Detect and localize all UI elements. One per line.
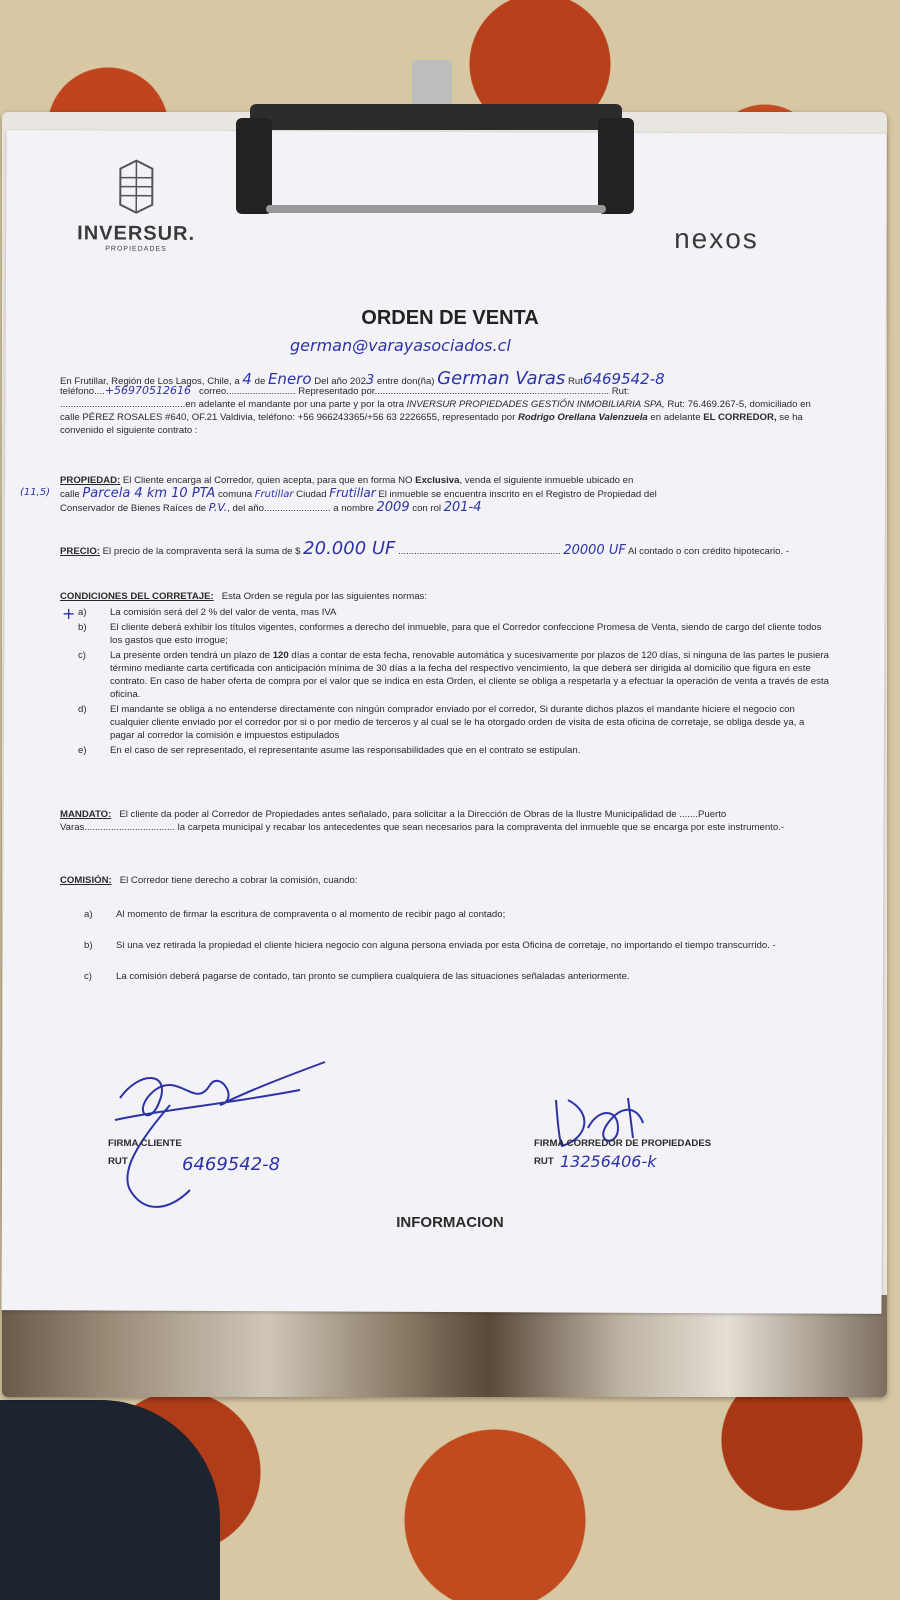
list-item: d) El mandante se obliga a no entenderse directamente con ningún comprador enviado por el corredor, Si durante dichos plazos el mandante hiciere el negocio con cualquier cliente enviado por el corredor por si o por medio de terceros y al cual se le ha otorgado orden de visita de esta oficina de corretaje, se obliga desde ya, a pagar al corredor la comisión e impuestos estipulados [78, 704, 805, 741]
footer-informacion: INFORMACION [396, 1214, 504, 1231]
list-item: b) El cliente deberá exhibir los títulos vigentes, conformes a derecho del inmueble, para que el Corredor confeccione Promesa de Venta, siendo de cargo del cliente todos los gastos que esto irrogue; [78, 622, 822, 646]
clip-top-bar [250, 104, 622, 130]
nexos-logo: nexos [674, 222, 759, 255]
handwritten-year-digit: 3 [365, 373, 375, 388]
corredor-rut-label: RUT [534, 1156, 554, 1167]
building-logo-icon [118, 159, 154, 215]
document-title: ORDEN DE VENTA [361, 307, 539, 329]
intro-line-3: ...............................................en adelante el mandante por una parte y por la otra INVERSUR PROPIEDADES GESTIÓN INMOBILIARIA SPA, Rut: 76.469.267-5, domiciliado en calle PÉREZ ROSALES #640, OF.21 Valdivia, teléfono: +56 966243365/+56 63 2226655, representado por Rodrigo Orellana Valenzuela en adelante EL CORREDOR, se ha convenido el siguiente contrato : [60, 399, 811, 436]
handwritten-precio: 20.000 UF [303, 538, 396, 559]
list-item: e) En el caso de ser representado, el representante asume las responsabilidades que en el contrato se estipulan. [78, 745, 581, 756]
background-dark-object [0, 1400, 220, 1600]
intro-line-2: teléfono....+56970512616 correo.......................... Representado por........................................................................................ Rut: [60, 384, 630, 397]
client-rut-label: RUT [108, 1156, 128, 1167]
intro-paragraph [60, 368, 830, 437]
inversur-logo-sub: PROPIEDADES [105, 245, 167, 253]
handwritten-rol: 201-4 [443, 500, 482, 515]
handwritten-precio-repeat: 20000 UF [563, 543, 626, 558]
corredor-signature-label: FIRMA CORREDOR DE PROPIEDADES [534, 1138, 712, 1149]
handwritten-calle: Parcela 4 km 10 PTA [82, 486, 216, 501]
comision-heading: COMISIÓN: El Corredor tiene derecho a cobrar la comisión, cuando: [60, 875, 358, 886]
handwritten-calle-prefix: (11,5) [20, 487, 51, 498]
mandato-paragraph: MANDATO: El cliente da poder al Corredor de Propiedades antes señalado, para solicitar a la Dirección de Obras de la Ilustre Municipalidad de .......Puerto Varas.................................. la carpeta municipal y recabar los antecedentes que sean necesarios para la compraventa del inmueble que se encarga por este instrumento.- [60, 809, 785, 833]
list-item: a) La comisión será del 2 % del valor de venta, mas IVA [78, 607, 337, 618]
clip-hinge [412, 60, 452, 110]
comision-label: COMISIÓN: [60, 875, 112, 886]
precio-label: PRECIO: [60, 546, 100, 557]
handwritten-mark: + [62, 604, 76, 623]
propiedad-label: PROPIEDAD: [60, 475, 121, 486]
list-item: c) La presente orden tendrá un plazo de 120 días a contar de esta fecha, renovable automática y sucesivamente por plazos de 120 días, si ninguna de las partes le pusiera término mediante carta certificada con anticipación mínima de 30 días a la fecha del respectivo vencimiento, la que deberá ser dirigida al domicilio que figura en este contrato. En caso de haber oferta de compra por el valor que se indica en esta Orden, el cliente se obliga a respetarla y a efectuar la operación de venta a través de esta oficina. [78, 650, 829, 700]
client-signature-label: FIRMA CLIENTE [108, 1138, 182, 1149]
clip-right-arm [598, 118, 634, 214]
condiciones-list [78, 606, 830, 759]
comision-list [84, 908, 836, 985]
mandato-label: MANDATO: [60, 809, 112, 820]
handwritten-phone: +56970512616 [104, 384, 192, 397]
handwritten-month: Enero [267, 370, 312, 388]
handwritten-client-sig-rut: 6469542-8 [182, 1154, 281, 1175]
handwritten-corredor-sig-rut: 13256406-k [560, 1152, 657, 1171]
handwritten-nombre-year: 2009 [376, 500, 410, 515]
propiedad-paragraph: PROPIEDAD: El Cliente encarga al Corredor, quien acepta, para que en forma NO Exclusiva, venda el siguiente inmueble ubicado en calle Parcela 4 km 10 PTA comuna Frutillar Ciudad Frutillar El inmueble se encuentra inscrito en el Registro de Propiedad del Conservador de Bienes Raíces de P.V., del año......................... a nombre 2009 con rol 201-4 [60, 475, 657, 515]
handwritten-email: german@varayasociados.cl [290, 336, 511, 355]
clip-wire [266, 205, 606, 213]
inversur-logo [76, 158, 196, 253]
condiciones-heading: CONDICIONES DEL CORRETAJE: Esta Orden se regula por las siguientes normas: [60, 591, 428, 602]
intro-line-1: En Frutillar, Región de Los Lagos, Chile, a 4 de Enero Del año 2023 entre don(ña) German Varas Rut6469542-8 [60, 368, 665, 389]
clip-left-arm [236, 118, 272, 214]
inversur-logo-name: INVERSUR. [77, 222, 196, 245]
client-signature-icon [100, 1050, 340, 1220]
handwritten-comuna: Frutillar [254, 489, 294, 500]
list-item: b) Si una vez retirada la propiedad el cliente hiciera negocio con alguna persona enviada por esta Oficina de corretaje, no importando el tiempo transcurrido. - [84, 940, 776, 951]
list-item: a) Al momento de firmar la escritura de compraventa o al momento de recibir pago al contado; [84, 909, 506, 920]
handwritten-client-rut: 6469542-8 [582, 370, 665, 388]
condiciones-label: CONDICIONES DEL CORRETAJE: [60, 591, 214, 602]
precio-paragraph: PRECIO: El precio de la compraventa será la suma de $ 20.000 UF ............................................................. 20000 UF Al contado o con crédito hipotecario. - [60, 538, 790, 559]
handwritten-conservador: P.V. [208, 501, 228, 514]
handwritten-day: 4 [242, 370, 252, 388]
list-item: c) La comisión deberá pagarse de contado, tan pronto se cumpliera cualquiera de las situaciones señaladas anteriormente. [84, 971, 630, 982]
handwritten-client-name: German Varas [437, 368, 566, 389]
handwritten-ciudad: Frutillar [329, 486, 376, 500]
